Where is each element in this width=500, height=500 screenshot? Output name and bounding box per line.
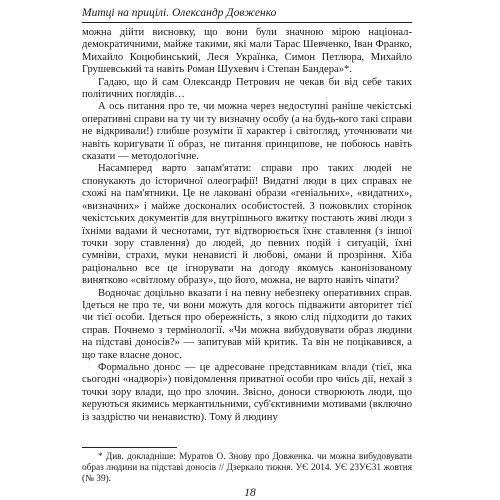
header-rule	[82, 22, 412, 23]
paragraph: А ось питання про те, чи можна через недоступні раніше чекістські оперативні справи на ту чи ту визначну особу (а на будь-кого такі справи не відкривали!) глибше розуміти її характер і світогляд, уточнювати чи навіть коригувати її образ, не питання принципове, не побоюсь навіть сказати — методологічне.	[82, 101, 412, 163]
body-text	[82, 27, 412, 424]
footnote-text: * Див. докладніше: Муратов О. Знову про Довженка. чи можна вибудовувати образ людини на підставі доносів // Дзеркало тижня. УЄ 2014. УЄ 23УЄ31 жовтня (№ 39).	[82, 452, 412, 485]
footnote	[82, 452, 412, 486]
footnote-rule	[82, 447, 177, 448]
paragraph: Гадаю, що й сам Олександр Петрович не чекав би від себе таких політичних поглядів…	[82, 76, 412, 101]
paragraph: Водночас доцільно вказати і на певну небезпеку оперативних справ. Ідеться не про те, чи вони можуть для когось підважити авторитет тієї чи тієї особи. Ідеться про обережність, з якою слід підходити до таких справ. Почнемо з термінології. «Чи можна вибудовувати образ людини на підставі доносів?» — запитував мій критик. Та він не поцікавився, а що таке власне донос.	[82, 287, 412, 361]
paragraph: Формально донос — це адресоване представникам влади (тієї, яка сьогодні «надворі») повідомлення приватної особи про чиїсь дії, нехай з точки зору влади, що про злочин. Звісно, доноси створюють люди, що керуються якимись меркантильними, суб'єктивними мотивами (включно із заздрістю чи ненавистю). Тому й людину	[82, 361, 412, 423]
paragraph: Насамперед варто запам'ятати: справи про таких людей не спонукають до історичної олеографії! Видатні люди в цих справах не схожі на пам'ятники. Це не лаковані образи «геніальних», «видатних», «визначних» і майже досконалих особистостей. З пожовклих сторінок чекістських документів для внутрішнього вжитку постають живі люди з їхніми вадами й чеснотами, тут відтворюється їхнє ставлення (з іншої точки зору ставлення) до людей, до певних подій і ситуацій, їхні сумніви, страхи, муки ненависті й любові, омани й прозріння. Хіба раціонально все це ігнорувати на догоду якомусь канонізованому винятково «світлому образу», що його, можна, не варто навіть чіпати?	[82, 163, 412, 287]
paragraph: можна дійти висновку, що вони були значною мірою націонал-демократичними, майже такими, які мали Тарас Шевченко, Іван Франко, Михайло Коцюбинський, Леся Українка, Симон Петлюра, Михайло Грушевський та навіть Роман Шухевич і Степан Бандера»*.	[82, 27, 412, 76]
running-title: Митці на прицілі. Олександр Довженко	[82, 7, 277, 19]
page-number: 18	[244, 487, 256, 499]
